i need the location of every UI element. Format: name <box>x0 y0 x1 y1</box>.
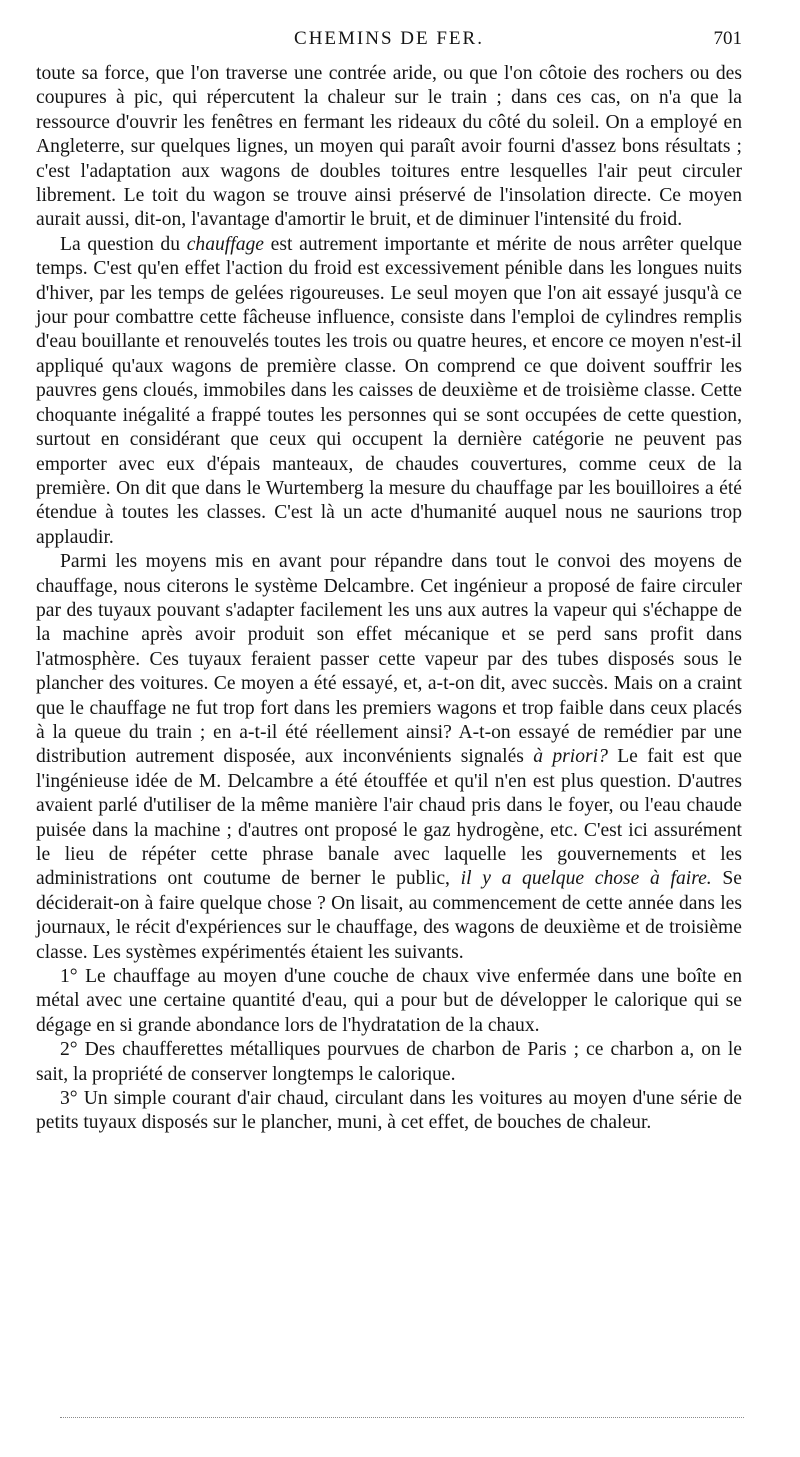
footer-rule <box>60 1417 744 1418</box>
main-text <box>36 62 742 1136</box>
list-item: 2° Des chaufferettes métalliques pourvues de charbon de Paris ; ce charbon a, on le sait, la propriété de conserver longtemps le calorique. <box>36 1039 742 1085</box>
page-number: 701 <box>713 28 742 49</box>
list-item: 1° Le chauffage au moyen d'une couche de chaux vive enfermée dans une boîte en métal avec une certaine quantité d'eau, qui a pour but de développer le calorique qui se dégage en si grande abondance lors de l'hydratation de la chaux. <box>36 966 742 1036</box>
paragraph-text: La question du <box>60 233 181 255</box>
paragraph-text: Se déciderait-on à faire quelque chose ? On lisait, au commencement de cette année dans les journaux, le récit d'expériences sur le chauffage, des wagons de deuxième et de troisième classe. Les systèmes expérimentés étaient les suivants. <box>36 868 742 963</box>
italic-term: il y a quelque chose à faire. <box>460 868 712 890</box>
paragraph-continuation: toute sa force, que l'on traverse une contrée aride, ou que l'on côtoie des rochers ou des coupures à pic, qui répercutent la chaleur sur le train ; dans ces cas, on n'a que la ressource d'ouvrir les fenêtres en fermant les rideaux du côté du soleil. On a employé en Angleterre, sur quelques lignes, un moyen qui paraît avoir fourni d'assez bons résultats ; c'est l'adaptation aux wagons de doubles toitures entre lesquelles l'air peut circuler librement. Le toit du wagon se trouve ainsi préservé de l'insolation directe. Ce moyen aurait aussi, dit-on, l'avantage d'amortir le bruit, et de diminuer l'intensité du froid. <box>36 63 742 231</box>
italic-term: à priori? <box>533 746 608 768</box>
paragraph-text: Le fait est que l'ingénieuse idée de M. Delcambre a été étouffée et qu'il n'en est plus question. D'autres avaient parlé d'utiliser de la même manière l'air chaud pris dans le foyer, ou l'eau chaude puisée dans la machine ; d'autres ont proposé le gaz hydrogène, etc. C'est ici assurément le lieu de répéter cette phrase banale avec laquelle les gouvernements et les administrations ont coutume de berner le public, <box>36 746 743 890</box>
paragraph-text: est autrement importante et mérite de nous arrêter quelque temps. C'est qu'en effet l'action du froid est excessivement pénible dans les longues nuits d'hiver, par les temps de gelées rigoureuses. Le seul moyen que l'on ait essayé jusqu'à ce jour pour combattre cette fâcheuse influence, consiste dans l'emploi de cylindres remplis d'eau bouillante et renouvelés toutes les trois ou quatre heures, et encore ce moyen n'est-il appliqué qu'aux wagons de première classe. On comprend ce que doivent souffrir les pauvres gens cloués, immobiles dans les caisses de deuxième et de troisième classe. Cette choquante inégalité a frappé toutes les personnes qui se sont occupées de cette question, surtout en considérant que ceux qui occupent la dernière catégorie ne peuvent pas emporter avec eux d'épais manteaux, de chaudes couvertures, comme ceux de la première. On dit que dans le Wurtemberg la mesure du chauffage par les bouilloires a été étendue à toutes les classes. C'est là un acte d'humanité auquel nous ne saurions trop applaudir. <box>36 233 742 548</box>
paragraph-heating <box>36 233 742 550</box>
paragraph-text: Parmi les moyens mis en avant pour répandre dans tout le convoi des moyens de chauffage, nous citerons le système Delcambre. Cet ingénieur a proposé de faire circuler par des tuyaux pouvant s'adapter facilement les uns aux autres la vapeur qui s'échappe de la machine après avoir produit son effet mécanique et se perd sans profit dans l'atmosphère. Ces tuyaux feraient passer cette vapeur par des tubes disposés sous le plancher des voitures. Ce moyen a été essayé, et, a-t-on dit, avec succès. Mais on a craint que le chauffage ne fut trop fort dans les premiers wagons et trop faible dans ceux placés à la queue du train ; en a-t-il été réellement ainsi? A-t-on essayé de remédier par une distribution autrement disposée, aux inconvénients signalés <box>36 551 742 768</box>
running-head <box>36 28 742 56</box>
running-title: CHEMINS DE FER. <box>294 28 484 49</box>
list-item: 3° Un simple courant d'air chaud, circulant dans les voitures au moyen d'une série de petits tuyaux disposés sur le plancher, muni, à cet effet, de bouches de chaleur. <box>36 1088 742 1134</box>
italic-term: chauffage <box>186 233 264 255</box>
paragraph-delcambre <box>36 550 742 965</box>
